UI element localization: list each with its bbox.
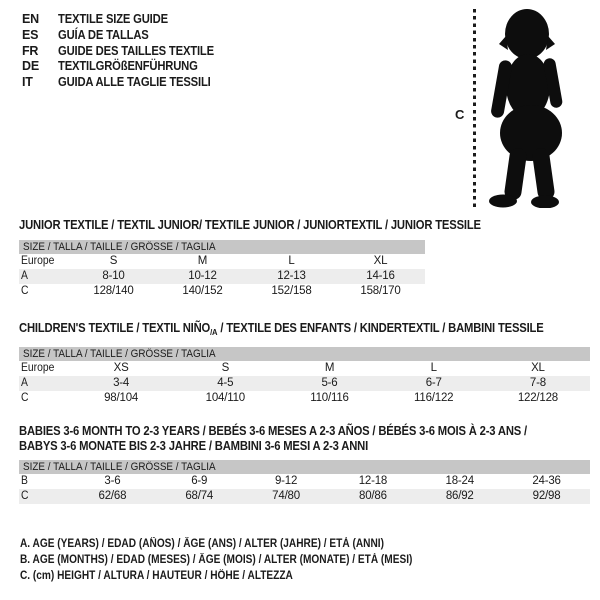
- row-label: [19, 284, 69, 299]
- size-table-header: [19, 460, 590, 474]
- language-code: EN: [22, 12, 39, 26]
- section-junior-textile: [19, 218, 532, 299]
- title-text: BABYS 3-6 MONATE BIS 2-3 JAHRE / BAMBINI 3-6 MESI A 2-3 ANNI: [19, 439, 369, 453]
- toddler-silhouette: [487, 8, 575, 208]
- row-label: [19, 269, 69, 284]
- size-cell: 7-8: [529, 377, 546, 389]
- size-cell: XL: [373, 255, 388, 267]
- row-label-text: Europe: [21, 362, 55, 374]
- size-cell: 104/110: [205, 392, 245, 404]
- size-table-header-text: SIZE / TALLA / TAILLE / GRÖSSE / TAGLIA: [23, 241, 216, 253]
- size-cell: 74/80: [272, 490, 300, 502]
- legend-row: [22, 28, 231, 44]
- row-label-text: C: [21, 285, 29, 297]
- title-text: / TEXTILE DES ENFANTS / KINDERTEXTIL / BAMBINI TESSILE: [217, 321, 544, 335]
- section-babies-textile: [19, 424, 590, 504]
- guide-title: GUIDE DES TAILLES TEXTILE: [58, 43, 214, 58]
- section-title: [19, 424, 590, 454]
- row-label-text: A: [21, 377, 28, 389]
- size-table: [19, 460, 590, 504]
- section-childrens-textile: [19, 321, 600, 406]
- row-label-text: A: [21, 270, 28, 282]
- size-cell: XL: [531, 362, 545, 374]
- table-row: [19, 391, 590, 406]
- footnote-a: A. AGE (YEARS) / EDAD (AÑOS) / ÂGE (ANS) / ALTER (JAHRE) / ETÀ (ANNI): [20, 538, 384, 550]
- size-cell: 140/152: [182, 285, 223, 297]
- size-table-header-text: SIZE / TALLA / TAILLE / GRÖSSE / TAGLIA: [23, 461, 216, 473]
- size-cell: 158/170: [360, 285, 401, 297]
- size-cell: 12-13: [277, 270, 306, 282]
- section-title-line: [19, 218, 481, 233]
- size-table-header-text: SIZE / TALLA / TAILLE / GRÖSSE / TAGLIA: [23, 348, 216, 360]
- footnotes: [20, 536, 466, 585]
- size-cell: 110/116: [310, 392, 349, 404]
- size-cell: 6-7: [425, 377, 442, 389]
- title-text: JUNIOR TEXTILE / TEXTIL JUNIOR/ TEXTILE JUNIOR / JUNIORTEXTIL / JUNIOR TESSILE: [19, 218, 481, 232]
- row-label-text: B: [21, 475, 28, 487]
- size-cell: L: [430, 362, 437, 374]
- size-cell: 98/104: [104, 392, 139, 404]
- row-label: [19, 489, 69, 504]
- section-title: [19, 321, 600, 337]
- footnote-b: B. AGE (MONTHS) / EDAD (MESES) / ÂGE (MOIS) / ALTER (MONATE) / ETÀ (MESI): [20, 554, 413, 567]
- section-title-line: [19, 424, 533, 439]
- size-cell: 152/158: [271, 285, 312, 297]
- size-cell: 122/128: [517, 392, 558, 404]
- section-title: [19, 218, 532, 233]
- row-label: [19, 361, 69, 376]
- size-cell: 116/122: [414, 392, 454, 404]
- height-measure-label: C: [455, 107, 465, 122]
- size-cell: S: [221, 362, 230, 374]
- size-cell: 62/68: [98, 490, 127, 502]
- row-label: [19, 391, 69, 406]
- table-row: [19, 254, 425, 269]
- size-cell: 6-9: [191, 475, 208, 487]
- language-code: IT: [22, 75, 33, 90]
- size-cell: 10-12: [188, 270, 217, 282]
- size-cell: 92/98: [532, 490, 561, 502]
- size-cell: 4-5: [217, 377, 234, 389]
- size-cell: M: [324, 362, 335, 374]
- language-code: DE: [22, 59, 39, 74]
- row-label: [19, 254, 69, 269]
- size-cell: 5-6: [321, 377, 338, 389]
- footnote-c: C. (cm) HEIGHT / ALTURA / HAUTEUR / HÖHE / ALTEZZA: [20, 570, 293, 583]
- size-cell: 128/140: [93, 285, 134, 297]
- size-cell: 24-36: [532, 475, 561, 487]
- guide-title: TEXTILGRÖßENFÜHRUNG: [58, 59, 198, 74]
- size-cell: M: [197, 255, 208, 267]
- section-title-line: [19, 321, 544, 337]
- size-cell: 9-12: [274, 475, 298, 487]
- table-row: [19, 489, 590, 504]
- guide-title: GUIDA ALLE TAGLIE TESSILI: [58, 75, 211, 90]
- size-cell: 80/86: [359, 490, 387, 502]
- legend-row: [22, 12, 231, 28]
- table-row: [19, 269, 425, 284]
- table-row: [19, 376, 590, 391]
- size-table: [19, 347, 590, 406]
- table-row: [19, 361, 590, 376]
- section-title-line: [19, 439, 533, 454]
- row-label: [19, 376, 69, 391]
- legend-row: [22, 75, 231, 91]
- guide-title: TEXTILE SIZE GUIDE: [58, 12, 168, 26]
- size-cell: XS: [113, 362, 129, 374]
- size-cell: 86/92: [445, 490, 474, 502]
- subscript-text: /A: [210, 326, 218, 337]
- size-cell: 14-16: [366, 270, 395, 282]
- height-measure-dotted-line: [473, 9, 476, 207]
- size-cell: L: [288, 255, 295, 267]
- row-label-text: C: [21, 490, 29, 502]
- size-cell: 12-18: [358, 475, 388, 487]
- size-cell: 68/74: [185, 490, 214, 502]
- language-code: ES: [22, 27, 39, 42]
- row-label-text: C: [21, 392, 29, 404]
- size-cell: S: [109, 255, 118, 267]
- size-table: [19, 240, 425, 299]
- guide-title: GUÍA DE TALLAS: [58, 27, 149, 42]
- language-legend: [22, 12, 231, 91]
- table-row: [19, 284, 425, 299]
- row-label: [19, 474, 69, 489]
- legend-row: [22, 44, 231, 60]
- size-table-header: [19, 240, 425, 254]
- size-cell: 18-24: [445, 475, 474, 487]
- size-cell: 8-10: [102, 270, 125, 282]
- table-row: [19, 474, 590, 489]
- size-cell: 3-4: [113, 377, 130, 389]
- size-cell: 3-6: [104, 475, 121, 487]
- title-text: CHILDREN'S TEXTILE / TEXTIL NIÑO: [19, 321, 211, 335]
- language-code: FR: [22, 43, 39, 58]
- row-label-text: Europe: [21, 255, 55, 267]
- title-text: BABIES 3-6 MONTH TO 2-3 YEARS / BEBÉS 3-6 MESES A 2-3 AÑOS / BÉBÉS 3-6 MOIS À 2-3 ANS /: [19, 424, 528, 438]
- legend-row: [22, 59, 231, 75]
- size-table-header: [19, 347, 590, 361]
